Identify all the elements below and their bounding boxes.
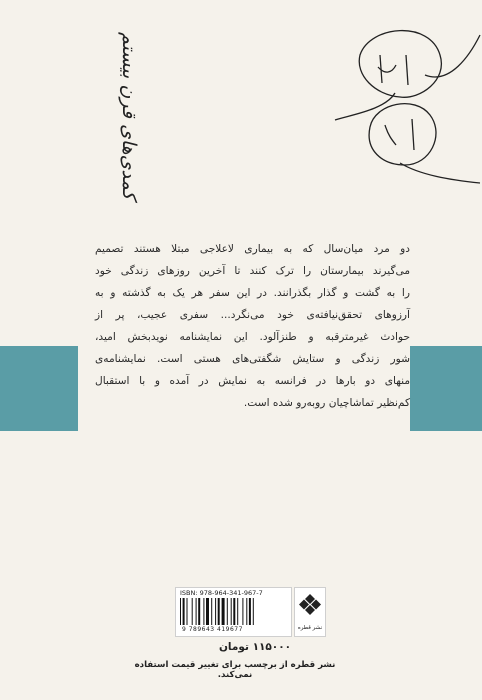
blurb-line: آرزوهای تحقق‌نیافته‌ی خود می‌نگرد... سفری عجیب، پر از bbox=[95, 309, 410, 321]
theatre-masks-illustration bbox=[330, 15, 482, 195]
blurb-line: کم‌نظیر تماشاچیان روبه‌رو شده است. bbox=[243, 397, 410, 409]
blurb-line: شور زندگی و ستایش شگفتی‌های هستی است. نمایشنامه‌ی bbox=[95, 353, 410, 365]
publisher-logo-label: نشر قطره bbox=[297, 625, 323, 631]
publisher-logo-panel bbox=[294, 587, 326, 637]
barcode-image bbox=[180, 598, 286, 626]
blurb-line: حوادث غیرمترقبه و طنزآلود. این نمایشنامه نویدبخش امید، bbox=[95, 331, 410, 343]
price-notice: نشر قطره از برچسب برای تغییر قیمت استفاده نمی‌کند. bbox=[134, 660, 336, 680]
price-label: ۱۱۵۰۰۰ تومان bbox=[218, 641, 292, 653]
blurb-text bbox=[95, 238, 410, 414]
blurb-line: منهای دو بارها در فرانسه به نمایش در آمده و با استقبال bbox=[95, 375, 410, 387]
series-title: کمدی‌های قرن بیستم bbox=[118, 31, 140, 200]
barcode-panel bbox=[175, 587, 292, 637]
accent-band-left bbox=[0, 346, 78, 431]
accent-band-right bbox=[410, 346, 482, 431]
blurb-line: می‌گیرند بیمارستان را ترک کنند تا آخرین روزهای زندگی خود bbox=[95, 265, 410, 277]
blurb-line: را به گشت و گذار بگذرانند. در این سفر هر یک به گذشته و به bbox=[95, 287, 410, 299]
publisher-logo-icon bbox=[295, 588, 325, 624]
blurb-line: دو مرد میان‌سال که به بیماری لاعلاجی مبتلا هستند تصمیم bbox=[95, 243, 410, 255]
isbn-text: ISBN: 978-964-341-967-7 bbox=[180, 589, 263, 597]
barcode-digits: 9 789643 419677 bbox=[182, 626, 243, 633]
